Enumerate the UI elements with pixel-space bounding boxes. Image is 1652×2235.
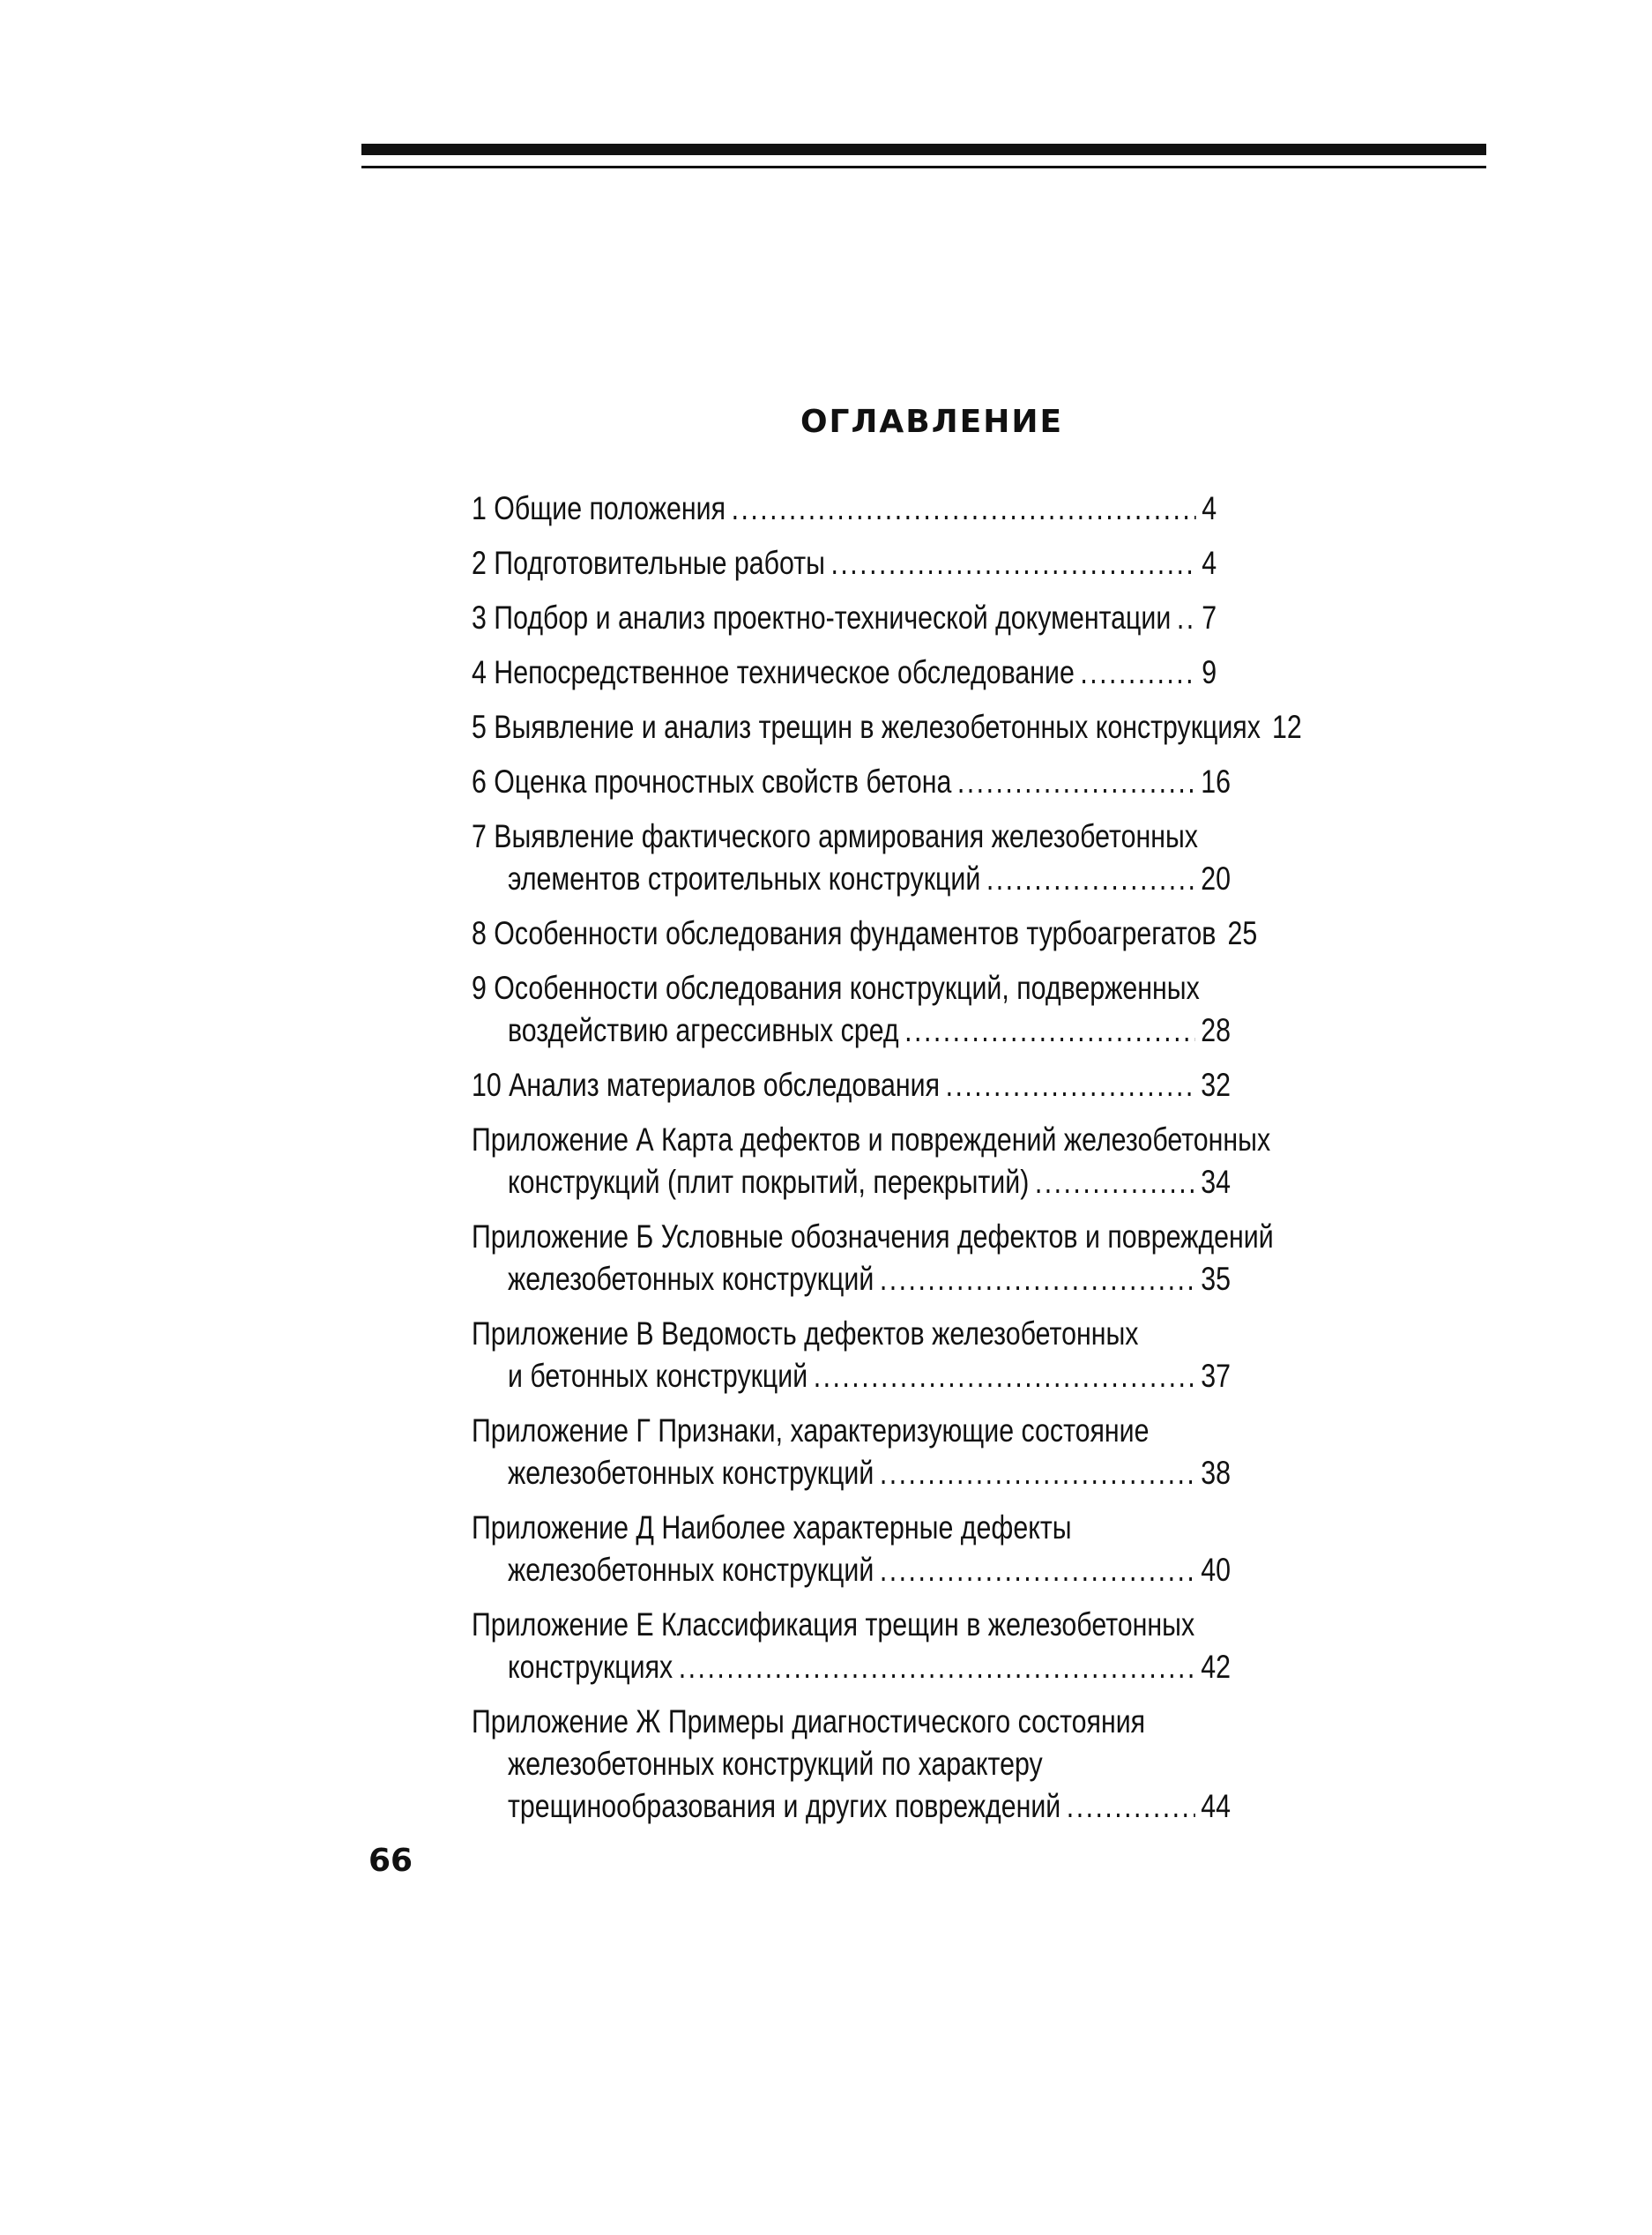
toc-entry bbox=[472, 816, 1231, 900]
toc-leader-dots bbox=[946, 1064, 1195, 1106]
toc-entry-row bbox=[472, 652, 1231, 694]
toc-entry-line: Приложение В Ведомость дефектов железобетонных bbox=[472, 1315, 1139, 1352]
toc-entry bbox=[472, 1064, 1231, 1106]
toc-entry-text: конструкциях bbox=[508, 1649, 673, 1685]
toc-entry-row bbox=[472, 706, 1302, 749]
toc-entry bbox=[472, 542, 1231, 585]
toc-entry-line: Приложение Г Признаки, характеризующие состояние bbox=[472, 1412, 1150, 1449]
toc-entry-line: Приложение Б Условные обозначения дефектов и повреждений bbox=[472, 1218, 1274, 1255]
toc-entry-row bbox=[472, 858, 1231, 900]
toc-entry-row bbox=[472, 1064, 1231, 1106]
toc-entry bbox=[472, 488, 1231, 530]
toc-entry bbox=[472, 913, 1258, 955]
toc-entry-line: Приложение Д Наиболее характерные дефекты bbox=[472, 1509, 1072, 1546]
toc-entry bbox=[472, 761, 1231, 803]
toc-leader-dots bbox=[880, 1258, 1195, 1300]
toc-entry-text: железобетонных конструкций bbox=[508, 1552, 874, 1588]
toc-entry-line: Приложение Ж Примеры диагностического состояния bbox=[472, 1703, 1146, 1740]
toc-page-number: 4 bbox=[1202, 545, 1217, 581]
toc-entry-text: трещинообразования и других повреждений bbox=[508, 1788, 1061, 1824]
toc-page-number: 12 bbox=[1272, 709, 1302, 745]
toc-entry-text: конструкций (плит покрытий, перекрытий) bbox=[508, 1164, 1030, 1200]
toc-leader-dots bbox=[880, 1452, 1195, 1494]
toc-entry-row bbox=[472, 1452, 1231, 1494]
toc-leader-dots bbox=[1067, 1785, 1195, 1828]
toc-page-number: 44 bbox=[1201, 1788, 1231, 1824]
toc-entry-row bbox=[472, 1355, 1231, 1397]
toc-entry-line: железобетонных конструкций по характеру bbox=[508, 1746, 1043, 1782]
toc-entry-row bbox=[472, 1161, 1231, 1203]
toc-entry-line: Приложение А Карта дефектов и повреждений железобетонных bbox=[472, 1121, 1271, 1158]
toc-leader-dots bbox=[831, 542, 1196, 585]
toc-page-number: 42 bbox=[1201, 1649, 1231, 1685]
toc-page-number: 20 bbox=[1201, 860, 1231, 897]
toc-entry-row bbox=[472, 488, 1231, 530]
toc-entry-text: и бетонных конструкций bbox=[508, 1358, 808, 1394]
toc-entry-row bbox=[472, 1549, 1231, 1591]
table-of-contents bbox=[472, 488, 1302, 1840]
toc-page-number: 40 bbox=[1201, 1552, 1231, 1588]
toc-entry-text: 2 Подготовительные работы bbox=[472, 545, 825, 581]
toc-entry-row bbox=[472, 597, 1231, 639]
toc-entry-line: 7 Выявление фактического армирования железобетонных bbox=[472, 818, 1198, 854]
header-rule-thin bbox=[361, 166, 1486, 168]
toc-entry-text: элементов строительных конструкций bbox=[508, 860, 981, 897]
toc-entry bbox=[472, 706, 1302, 749]
toc-leader-dots bbox=[1177, 597, 1196, 639]
toc-leader-dots bbox=[957, 761, 1195, 803]
toc-entry-text: 8 Особенности обследования фундаментов турбоагрегатов bbox=[472, 915, 1217, 951]
toc-entry bbox=[472, 652, 1231, 694]
toc-leader-dots bbox=[732, 488, 1196, 530]
toc-leader-dots bbox=[1035, 1161, 1195, 1203]
header-rule-thick bbox=[361, 144, 1486, 155]
toc-entry-text: 5 Выявление и анализ трещин в железобетонных конструкциях bbox=[472, 709, 1261, 745]
toc-entry-text: воздействию агрессивных сред bbox=[508, 1012, 899, 1048]
toc-entry bbox=[472, 1604, 1231, 1688]
toc-page-number: 7 bbox=[1202, 600, 1217, 636]
toc-entry-line: 9 Особенности обследования конструкций, подверженных bbox=[472, 970, 1200, 1006]
toc-entry-row bbox=[472, 542, 1231, 585]
toc-leader-dots bbox=[1080, 652, 1195, 694]
toc-entry bbox=[472, 1701, 1231, 1828]
toc-page-number: 4 bbox=[1202, 490, 1217, 526]
toc-page-number: 28 bbox=[1201, 1012, 1231, 1048]
toc-entry-text: 3 Подбор и анализ проектно-технической документации bbox=[472, 600, 1172, 636]
toc-leader-dots bbox=[986, 858, 1195, 900]
toc-page-number: 16 bbox=[1201, 764, 1231, 800]
toc-leader-dots bbox=[679, 1646, 1195, 1688]
page-number: 66 bbox=[368, 1843, 413, 1879]
toc-page-number: 35 bbox=[1201, 1261, 1231, 1297]
toc-page-number: 38 bbox=[1201, 1455, 1231, 1491]
toc-page-number: 32 bbox=[1201, 1067, 1231, 1103]
toc-entry-row bbox=[472, 1646, 1231, 1688]
toc-entry-text: 1 Общие положения bbox=[472, 490, 726, 526]
toc-page-number: 25 bbox=[1227, 915, 1258, 951]
toc-leader-dots bbox=[880, 1549, 1195, 1591]
toc-entry-row bbox=[472, 1785, 1231, 1828]
page-title: ОГЛАВЛЕНИЕ bbox=[800, 404, 1064, 440]
toc-entry-row bbox=[472, 1258, 1231, 1300]
toc-entry-text: 4 Непосредственное техническое обследование bbox=[472, 654, 1075, 690]
toc-entry bbox=[472, 597, 1231, 639]
toc-entry-text: железобетонных конструкций bbox=[508, 1261, 874, 1297]
toc-entry-text: 10 Анализ материалов обследования bbox=[472, 1067, 941, 1103]
toc-page-number: 37 bbox=[1201, 1358, 1231, 1394]
toc-leader-dots bbox=[904, 1009, 1195, 1052]
toc-entry bbox=[472, 1313, 1231, 1397]
toc-page-number: 34 bbox=[1201, 1164, 1231, 1200]
toc-leader-dots bbox=[814, 1355, 1195, 1397]
toc-entry bbox=[472, 1216, 1274, 1300]
toc-entry-row bbox=[472, 761, 1231, 803]
toc-entry bbox=[472, 1119, 1271, 1203]
toc-entry bbox=[472, 1507, 1231, 1591]
toc-entry-text: 6 Оценка прочностных свойств бетона bbox=[472, 764, 952, 800]
toc-entry bbox=[472, 1410, 1231, 1494]
toc-entry bbox=[472, 967, 1231, 1052]
toc-entry-line: Приложение Е Классификация трещин в железобетонных bbox=[472, 1606, 1195, 1643]
toc-entry-row bbox=[472, 913, 1258, 955]
toc-entry-row bbox=[472, 1009, 1231, 1052]
toc-page-number: 9 bbox=[1202, 654, 1217, 690]
toc-entry-text: железобетонных конструкций bbox=[508, 1455, 874, 1491]
